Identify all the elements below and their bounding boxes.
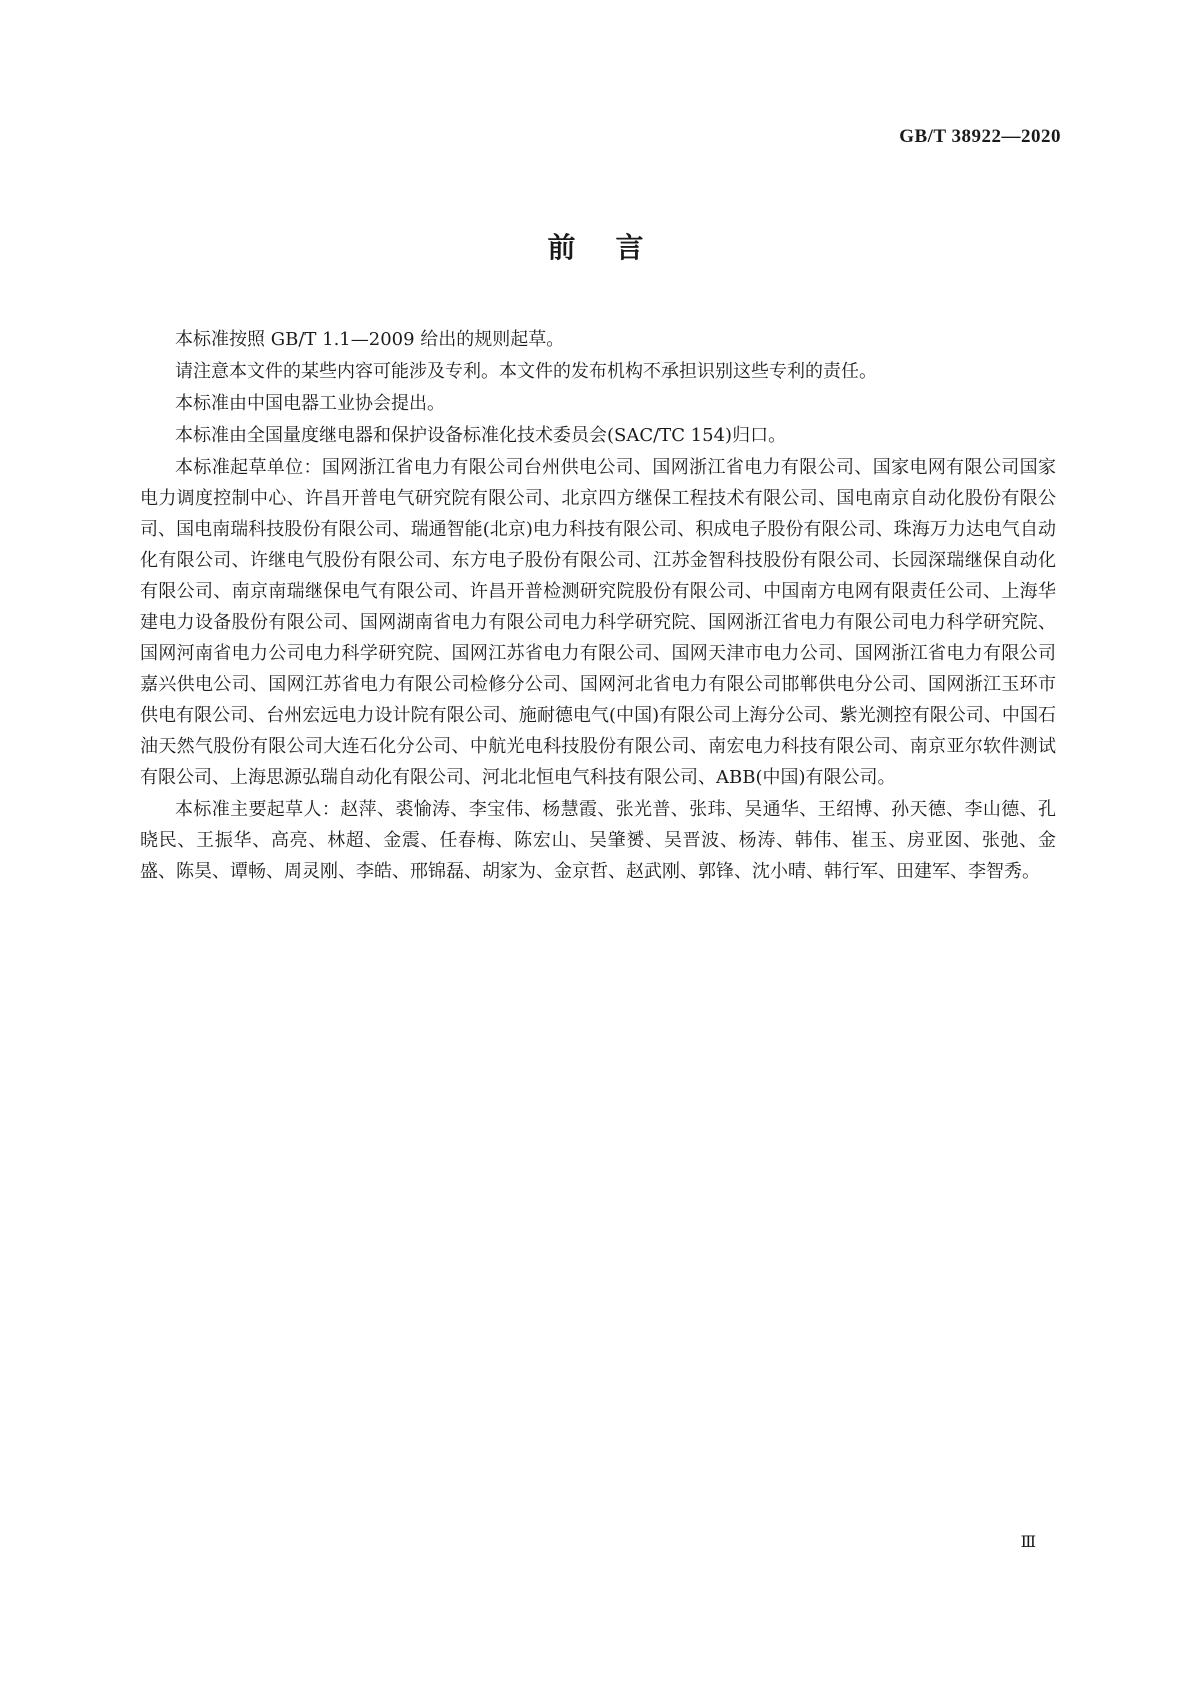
foreword-body bbox=[140, 324, 1056, 888]
page-title: 前言 bbox=[547, 231, 684, 264]
paragraph-drafting-rules: 本标准按照 GB/T 1.1—2009 给出的规则起草。 bbox=[175, 329, 565, 350]
page-number: Ⅲ bbox=[1020, 1534, 1036, 1551]
paragraph-drafters: 本标准主要起草人：赵萍、裘愉涛、李宝伟、杨慧霞、张光普、张玮、吴通华、王绍博、孙天德、李山德、孔晓民、王振华、高亮、林超、金震、任春梅、陈宏山、吴肇赟、吴晋波、杨涛、韩伟、崔玉、房亚囡、张弛、金盛、陈昊、谭畅、周灵刚、李皓、邢锦磊、胡家为、金京哲、赵武刚、郭锋、沈小晴、韩行军、田建军、李智秀。 bbox=[140, 799, 1056, 882]
paragraph-patent-notice: 请注意本文件的某些内容可能涉及专利。本文件的发布机构不承担识别这些专利的责任。 bbox=[175, 361, 877, 382]
paragraph-proposer: 本标准由中国电器工业协会提出。 bbox=[175, 393, 445, 414]
paragraph-drafting-units: 本标准起草单位：国网浙江省电力有限公司台州供电公司、国网浙江省电力有限公司、国家电网有限公司国家电力调度控制中心、许昌开普电气研究院有限公司、北京四方继保工程技术有限公司、国电南京自动化股份有限公司、国电南瑞科技股份有限公司、瑞通智能(北京)电力科技有限公司、积成电子股份有限公司、珠海万力达电气自动化有限公司、许继电气股份有限公司、东方电子股份有限公司、江苏金智科技股份有限公司、长园深瑞继保自动化有限公司、南京南瑞继保电气有限公司、许昌开普检测研究院股份有限公司、中国南方电网有限责任公司、上海华建电力设备股份有限公司、国网湖南省电力有限公司电力科学研究院、国网浙江省电力有限公司电力科学研究院、国网河南省电力公司电力科学研究院、国网江苏省电力有限公司、国网天津市电力公司、国网浙江省电力有限公司嘉兴供电公司、国网江苏省电力有限公司检修分公司、国网河北省电力有限公司邯郸供电分公司、国网浙江玉环市供电有限公司、台州宏远电力设计院有限公司、施耐德电气(中国)有限公司上海分公司、紫光测控有限公司、中国石油天然气股份有限公司大连石化分公司、中航光电科技股份有限公司、南宏电力科技有限公司、南京亚尔软件测试有限公司、上海思源弘瑞自动化有限公司、河北北恒电气科技有限公司、ABB(中国)有限公司。 bbox=[140, 457, 1056, 788]
paragraph-committee: 本标准由全国量度继电器和保护设备标准化技术委员会(SAC/TC 154)归口。 bbox=[175, 425, 787, 446]
standard-number: GB/T 38922—2020 bbox=[899, 126, 1061, 147]
